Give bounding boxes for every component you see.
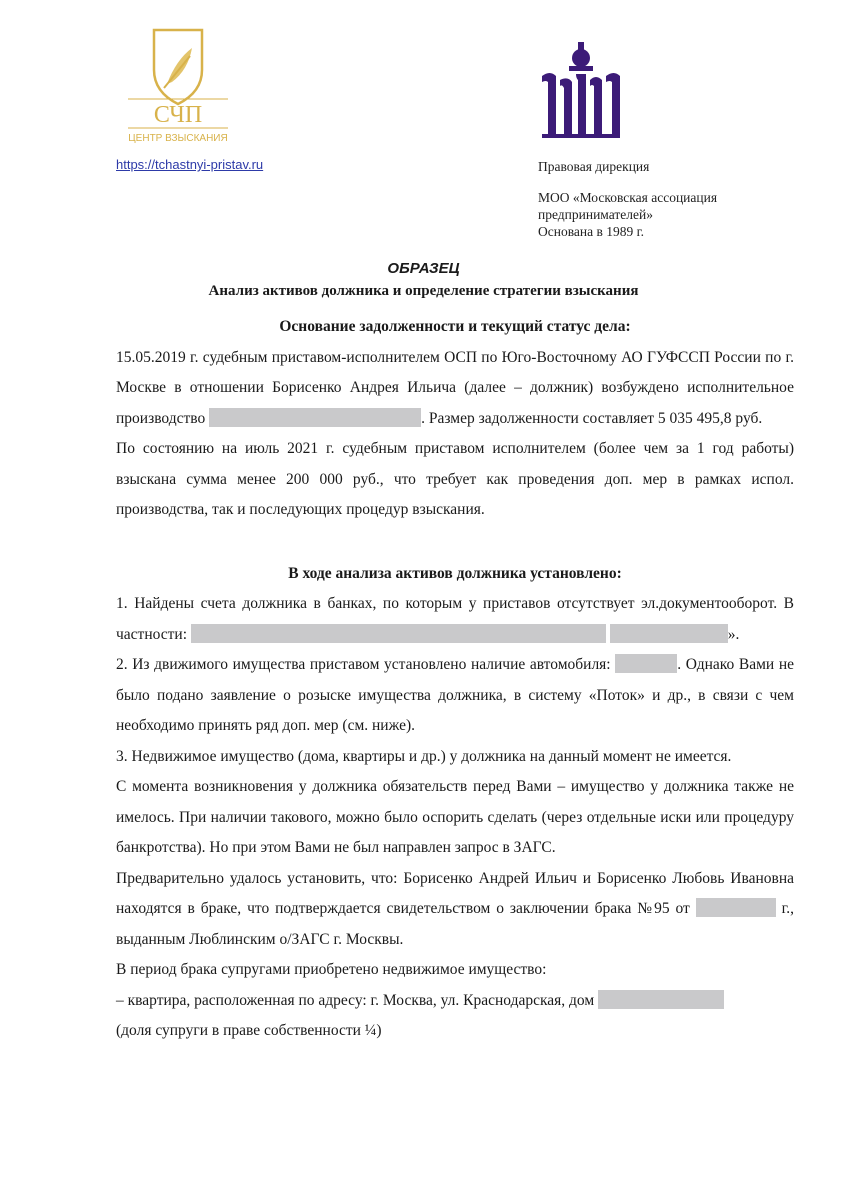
redaction-block [610,624,728,643]
org-founded: Основана в 1989 г. [538,224,645,239]
list-item [116,650,794,742]
logo-monogram: СЧП [153,102,203,128]
document-body [116,312,794,1047]
paragraph-debt-basis [116,343,794,435]
paragraph: С момента возникновения у должника обязательств перед Вами – имущество у должника также не имелось. При наличии такового, можно было оспорить сделать (через отдельные иски или процедуру банкротства). Но при этом Вами не был направлен запрос в ЗАГС. [116,778,794,856]
text: Предварительно удалось установить, что: Борисенко Андрей Ильич и Борисенко Любовь Ивановна находятся в браке, что подтверждается свидетельством о заключении брака №95 от [116,869,794,917]
redaction-block [191,624,606,643]
text: – квартира, расположенная по адресу: г. Москва, ул. Краснодарская, дом [116,991,595,1009]
document-title [0,258,847,302]
paragraph [116,864,794,956]
list-item [116,589,794,650]
text: 1. Найдены счета должника в банках, по которым у приставов отсутствует эл.документооборот. В частности: [116,595,794,643]
text: 15.05.2019 г. судебным приставом-исполнителем ОСП по Юго-Восточному АО ГУФССП России по г. Москве в отношении Борисенко Андрея Ильича (далее – должник) возбуждено исполнительное производство [116,348,794,427]
redaction-block [209,408,421,427]
text: г., выданным Люблинским о/ЗАГС г. Москвы. [116,900,795,948]
redaction-block [696,898,776,917]
org-department: Правовая дирекция [538,159,650,174]
paragraph [116,986,794,1017]
association-logo [538,40,624,140]
paragraph: В период брака супругами приобретено недвижимое имущество: [116,961,547,978]
org-block [538,158,798,240]
text: . Размер задолженности составляет 5 035 495,8 руб. [421,409,763,427]
org-name: МОО «Московская ассоциация предпринимателей» [538,190,718,222]
text: ». [727,625,740,643]
section1-heading: Основание задолженности и текущий статус дела: [279,318,631,335]
paragraph-status: По состоянию на июль 2021 г. судебным приставом исполнителем (более чем за 1 год работы) взыскана сумма менее 200 000 руб., что требует как проведения доп. мер в рамках испол. производства, так и последующих процедур взыскания. [116,440,794,518]
sample-label: ОБРАЗЕЦ [387,260,460,277]
text: . Однако Вами не было подано заявление о розыске имущества должника, в систему «Поток» и др., в связи с чем необходимо принять ряд доп. мер (см. ниже). [116,656,794,734]
redaction-block [598,990,724,1009]
title-main: Анализ активов должника и определение стратегии взыскания [208,283,639,299]
text: 2. Из движимого имущества приставом установлено наличие автомобиля: [116,656,611,673]
redaction-block [615,654,677,673]
site-link[interactable]: https://tchastnyi-pristav.ru [116,157,264,172]
schp-logo [118,26,238,146]
list-item: 3. Недвижимое имущество (дома, квартиры и др.) у должника на данный момент не имеется. [116,747,732,765]
section2-heading: В ходе анализа активов должника установлено: [288,564,622,582]
logo-caption: ЦЕНТР ВЗЫСКАНИЯ [128,133,228,144]
paragraph: (доля супруги в праве собственности ¼) [116,1022,382,1039]
